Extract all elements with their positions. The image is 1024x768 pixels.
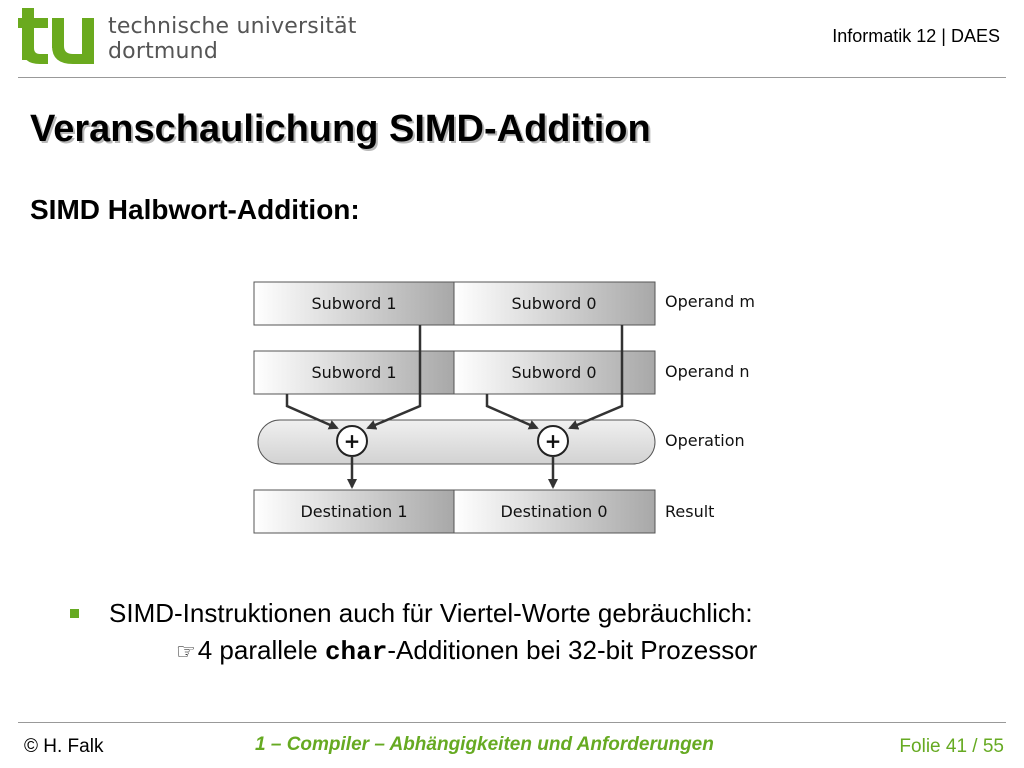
operand-n-cell-1-label: Subword 1 [311,363,397,382]
result-label: Result [665,502,715,521]
subitem-prefix: 4 parallele [197,635,325,665]
subitem-suffix: -Additionen bei 32-bit Prozessor [387,635,758,665]
result-cell-1-label: Destination 1 [300,502,408,521]
slide-subtitle: SIMD Halbwort-Addition: [30,194,360,225]
bullet-item [70,598,757,629]
plus-icon: + [343,429,361,453]
operand-m-cell-1-label: Subword 1 [311,294,397,313]
bullet-square-icon [70,609,79,618]
bullet-list [70,598,757,667]
bullet-text: SIMD-Instruktionen auch für Viertel-Worte gebräuchlich: [109,598,753,628]
operand-n-label: Operand n [665,362,750,381]
pointing-hand-icon: ☞ [176,640,196,665]
footer-chapter: 1 – Compiler – Abhängigkeiten und Anforderungen [255,734,714,755]
operand-n-cell-0-label: Subword 0 [511,363,597,382]
result-cell-0-label: Destination 0 [500,502,608,521]
operand-m-cell-0-label: Subword 0 [511,294,597,313]
operand-n-row [254,351,750,394]
university-line-2: dortmund [108,39,218,64]
footer-divider [18,722,1006,723]
chair-label: Informatik 12 | DAES [832,26,1000,46]
operand-m-row [254,282,755,325]
operand-m-label: Operand m [665,292,755,311]
operation-capsule [258,420,655,464]
operation-label: Operation [665,431,745,450]
result-row [254,490,714,533]
bullet-subitem [176,635,757,667]
slide-title: Veranschaulichung SIMD-Addition [30,108,651,150]
footer-author: © H. Falk [24,736,104,757]
subitem-code: char [324,637,388,667]
adder-0 [538,426,568,456]
adder-1 [337,426,367,456]
plus-icon: + [544,429,562,453]
footer-slide-number: Folie 41 / 55 [899,736,1004,757]
university-line-1: technische universität [108,14,357,39]
